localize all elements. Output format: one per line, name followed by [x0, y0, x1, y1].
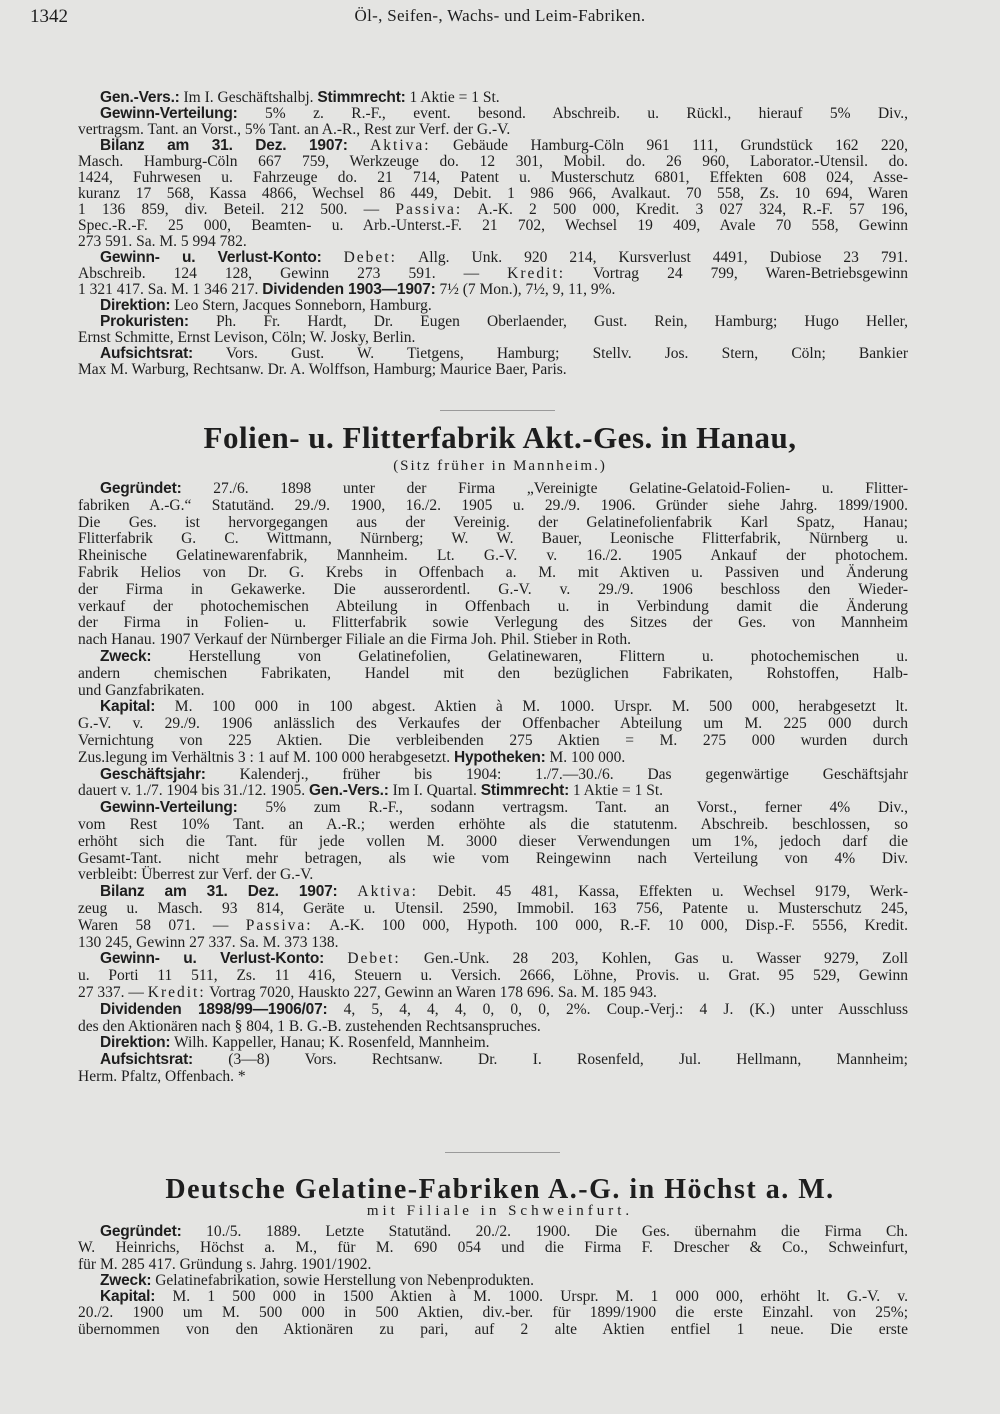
text-line	[78, 918, 908, 935]
text: Wilh. Kappeller, Hanau; K. Rosenfeld, Mannheim.	[170, 1034, 490, 1052]
text-line	[78, 122, 908, 138]
text: 1 Aktie = 1 St.	[405, 89, 500, 106]
page-number: 1342	[30, 6, 68, 27]
text: 1 Aktie = 1 St.	[569, 782, 664, 800]
text: Fabrik Helios von Dr. G. Krebs in Offenbach a. M. mit Aktiven u. Passiven und Änderung	[78, 563, 908, 581]
paragraph	[78, 649, 908, 699]
field-label: Aufsichtsrat:	[100, 1051, 193, 1069]
text: erhöht sich die Tant. für jede vollen M. 3000 dieser Verwendungen um 1%, jedoch darf die	[78, 832, 908, 850]
section-divider	[440, 410, 555, 411]
text-line	[78, 314, 908, 330]
text-line	[78, 817, 908, 834]
text-line	[78, 582, 908, 599]
field-label: Direktion:	[100, 1034, 171, 1052]
text-line	[78, 985, 908, 1002]
paragraph	[78, 1224, 908, 1273]
field-label: Gegründet:	[100, 1223, 182, 1240]
text: Herstellung von Gelatinefolien, Gelatinewaren, Flittern u. photochemischen u.	[151, 647, 908, 665]
text: Debit. 45 481, Kassa, Effekten u. Wechsel 9179, Werk-	[417, 883, 908, 901]
section-folien-flitterfabrik	[78, 481, 908, 1086]
text: vom Rest 10% Tant. an A.-R.; werden erhöhte als die statutenm. Abschreib. beschlossen, so	[78, 815, 908, 833]
field-label: Stimmrecht:	[317, 89, 406, 106]
text-line	[78, 565, 908, 582]
text: W. Heinrichs, Höchst a. M., für M. 690 054 und die Firma F. Drescher & Co., Schweinfurt,	[78, 1239, 908, 1257]
text: 4, 5, 4, 4, 4, 0, 0, 0, 2%. Coup.-Verj.: 4 J. (K.) unter Ausschluss	[327, 1000, 908, 1018]
text-line	[78, 733, 908, 750]
text: verkauf der photochemischen Abteilung in Offenbach u. in Verbindung damit die Änderung	[78, 597, 908, 615]
text-line	[78, 250, 908, 266]
text: fabriken A.-G.“ Statutänd. 29./9. 1900, 16./2. 1905 u. 29./9. 1906. Gründer siehe Jahrg. 1899/1900.	[78, 496, 908, 514]
text-line	[78, 783, 908, 800]
text: Ph. Fr. Hardt, Dr. Eugen Oberlaender, Gust. Rein, Hamburg; Hugo Heller,	[188, 313, 908, 330]
text-line	[78, 884, 908, 901]
text: Allg. Unk. 920 214, Kursverlust 4491, Dubiose 23 791.	[396, 249, 908, 266]
paragraph	[78, 884, 908, 951]
spaced-label: Aktiva:	[370, 137, 431, 154]
text-line	[78, 834, 908, 851]
text: u. Porti 11 511, Zs. 11 416, Steuern u. Versich. 2666, Löhne, Provis. u. Grat. 95 529, Gewinn	[78, 967, 908, 985]
field-label: Aufsichtsrat:	[100, 345, 193, 362]
text: Herm. Pfaltz, Offenbach. *	[78, 1067, 246, 1085]
spaced-label: Passiva:	[395, 201, 463, 218]
text-line	[78, 481, 908, 498]
text-line	[78, 767, 908, 784]
text: Gebäude Hamburg-Cöln 961 111, Grundstück 162 220,	[430, 137, 908, 154]
text: A.-K. 100 000, Hypoth. 100 000, R.-F. 10 000, Disp.-F. 5556, Kredit.	[312, 916, 908, 934]
field-label: Gen.-Vers.:	[309, 782, 389, 800]
text-line	[78, 330, 908, 346]
text-line	[78, 1240, 908, 1256]
text-line	[78, 298, 908, 314]
field-label: Geschäftsjahr:	[100, 765, 206, 783]
field-label: Gen.-Vers.:	[100, 89, 180, 106]
text: 5% z. R.-F., event. besond. Abschreib. u. Rückl., hierauf 5% Div.,	[237, 105, 908, 122]
text-line	[78, 346, 908, 362]
spaced-label: Passiva:	[245, 916, 313, 934]
text-line	[78, 867, 908, 884]
field-label: Gewinn-Verteilung:	[100, 799, 238, 817]
text-line	[78, 90, 908, 106]
text: Im I. Quartal.	[388, 782, 481, 800]
text: nach Hanau. 1907 Verkauf der Nürnberger Filiale an die Firma Joh. Phil. Stieber in Roth.	[78, 631, 632, 649]
text: 130 245, Gewinn 27 337. Sa. M. 373 138.	[78, 933, 339, 951]
text: Im I. Geschäftshalbj.	[179, 89, 318, 106]
text-line	[78, 951, 908, 968]
field-label: Bilanz am 31. Dez. 1907:	[100, 883, 338, 901]
text: der Firma in Gekawerke. Die ausserordentl. G.-V. v. 29./9. 1906 beschloss den Wieder-	[78, 580, 908, 598]
text-line	[78, 599, 908, 616]
text: G.-V. v. 29./9. 1906 anlässlich des Verkaufes der Offenbacher Abteilung um M. 225 000 durch	[78, 715, 908, 733]
field-label: Kapital:	[100, 698, 156, 716]
paragraph	[78, 250, 908, 298]
text-line	[78, 362, 908, 378]
text	[348, 137, 370, 154]
paragraph	[78, 138, 908, 250]
paragraph	[78, 346, 908, 378]
text-line	[78, 138, 908, 154]
paragraph	[78, 699, 908, 766]
field-label: Kapital:	[100, 1288, 156, 1306]
text-line	[78, 1035, 908, 1052]
paragraph	[78, 800, 908, 884]
text-line	[78, 968, 908, 985]
text: Vernichtung von 225 Aktien. Die verbleibenden 275 Aktien = M. 275 000 wurden durch	[78, 731, 908, 749]
section-divider	[445, 1152, 560, 1153]
paragraph	[78, 1273, 908, 1289]
paragraph	[78, 1002, 908, 1036]
text: verbleibt: Überrest zur Verf. der G.-V.	[78, 866, 314, 884]
company-subtitle: (Sitz früher in Mannheim.)	[393, 458, 607, 474]
text: Max M. Warburg, Rechtsanw. Dr. A. Wolffson, Hamburg; Maurice Baer, Paris.	[78, 361, 567, 378]
text-line	[78, 218, 908, 234]
text-line	[78, 1273, 908, 1289]
text: Die Ges. ist hervorgegangen aus der Vereinig. der Gelatinefolienfabrik Karl Spatz, Hanau;	[78, 513, 908, 531]
text-line	[78, 1257, 908, 1273]
text-line	[78, 683, 908, 700]
paragraph	[78, 90, 908, 106]
section-oel-fabrik-continued	[78, 90, 908, 378]
text-line	[78, 1002, 908, 1019]
spaced-label: Aktiva:	[357, 883, 418, 901]
field-label: Gegründet:	[100, 480, 182, 497]
spaced-label: Kredit:	[507, 265, 566, 282]
paragraph	[78, 767, 908, 801]
text: 27./6. 1898 unter der Firma „Vereinigte Gelatine-Gelatoid-Folien- u. Flitter-	[181, 480, 908, 497]
field-label: Dividenden 1903—1907:	[262, 281, 436, 298]
text: Vors. Gust. W. Tietgens, Hamburg; Stellv. Jos. Stern, Cöln; Bankier	[193, 345, 908, 362]
text: zeug u. Masch. 93 814, Geräte u. Utensil. 2590, Immobil. 163 756, Patente u. Musterschutz 245,	[78, 899, 908, 917]
field-label: Direktion:	[100, 297, 171, 314]
field-label: Gewinn-Verteilung:	[100, 105, 238, 122]
text-line	[78, 515, 908, 532]
paragraph	[78, 1289, 908, 1338]
text-line	[78, 234, 908, 250]
text: für M. 285 417. Gründung s. Jahrg. 1901/1902.	[78, 1255, 372, 1273]
paragraph	[78, 106, 908, 138]
text: 10./5. 1889. Letzte Statutänd. 20./2. 1900. Die Ges. übernahm die Firma Ch.	[181, 1223, 908, 1240]
text-line	[78, 632, 908, 649]
text: 273 591. Sa. M. 5 994 782.	[78, 233, 247, 250]
text: kuranz 17 568, Kassa 4866, Wechsel 86 449, Debit. 1 986 966, Avalkaut. 70 558, Zs. 10 694, Waren	[78, 185, 908, 202]
text: 1 136 859, div. Beteil. 212 500. —	[78, 201, 396, 218]
paragraph	[78, 1052, 908, 1086]
text: andern chemischen Fabrikaten, Handel mit den bezüglichen Fabrikaten, Rohstoffen, Halb-	[78, 664, 908, 682]
text-line	[78, 699, 908, 716]
text: Gesamt-Tant. nicht mehr betragen, als wie vom Reingewinn nach Verteilung von 4% Div.	[78, 849, 908, 867]
text: 27 337. —	[78, 983, 148, 1001]
text: 1 321 417. Sa. M. 1 346 217.	[78, 281, 263, 298]
text: des den Aktionären nach § 804, 1 B. G.-B. zustehenden Rechtsanspruches.	[78, 1017, 541, 1035]
text-line	[78, 716, 908, 733]
text-line	[78, 154, 908, 170]
text-line	[78, 935, 908, 952]
text-line	[78, 531, 908, 548]
text: 20./2. 1900 um M. 500 000 in 500 Aktien, div.-ber. für 1899/1900 die erste Einzahl. von 25%;	[78, 1304, 908, 1322]
field-label: Stimmrecht:	[480, 782, 570, 800]
text: 1424, Fuhrwesen u. Fahrzeuge do. 21 714, Patent u. Musterschutz 6801, Effekten 608 024, Asse-	[78, 169, 908, 186]
text: Leo Stern, Jacques Sonneborn, Hamburg.	[170, 297, 432, 314]
field-label: Hypotheken:	[453, 748, 546, 766]
text: übernommen von den Aktionären zu pari, auf 2 alte Aktien entfiel 1 neue. Die erste	[78, 1320, 908, 1338]
text: vertragsm. Tant. an Vorst., 5% Tant. an A.-R., Rest zur Verf. der G.-V.	[78, 121, 511, 138]
text: Vortrag 24 799, Waren-Betriebsgewinn	[565, 265, 909, 282]
text: Abschreib. 124 128, Gewinn 273 591. —	[78, 265, 508, 282]
field-label: Gewinn- u. Verlust-Konto:	[100, 249, 322, 266]
field-label: Prokuristen:	[100, 313, 189, 330]
paragraph	[78, 1035, 908, 1052]
text-line	[78, 498, 908, 515]
text: M. 100 000.	[545, 748, 626, 766]
text-line	[78, 106, 908, 122]
text-line	[78, 750, 908, 767]
text: der Firma in Folien- u. Flitterfabrik sowie Verlegung des Sitzes der Ges. von Mannheim	[78, 614, 908, 632]
text: Rheinische Gelatinewarenfabrik, Mannheim. Lt. G.-V. v. 16./2. 1905 Ankauf der photochem.	[78, 547, 908, 565]
text-line	[78, 851, 908, 868]
text	[324, 950, 347, 967]
text: Gen.-Unk. 28 203, Kohlen, Gas u. Wasser 9279, Zoll	[400, 950, 909, 968]
text-line	[78, 615, 908, 632]
text-line	[78, 266, 908, 282]
company-subtitle: mit Filiale in Schweinfurt.	[366, 1203, 634, 1219]
field-label: Gewinn- u. Verlust-Konto:	[100, 950, 325, 968]
text-line	[78, 1224, 908, 1240]
text-line	[78, 202, 908, 218]
text: Ernst Schmitte, Ernst Levison, Cöln; W. Josky, Berlin.	[78, 329, 416, 346]
paragraph	[78, 481, 908, 649]
running-title: Öl-, Seifen-, Wachs- und Leim-Fabriken.	[354, 6, 646, 25]
company-title-folien-flitterfabrik: Folien- u. Flitterfabrik Akt.-Ges. in Hanau,	[203, 420, 797, 455]
text: Zus.legung im Verhältnis 3 : 1 auf M. 100 000 herabgesetzt.	[78, 748, 454, 766]
text: Masch. Hamburg-Cöln 667 759, Werkzeuge do. 12 301, Mobil. do. 26 960, Laborator.-Utensil. do.	[78, 153, 908, 170]
text-line	[78, 666, 908, 683]
text: Waren 58 071. —	[78, 916, 246, 934]
field-label: Zweck:	[100, 647, 152, 665]
text-line	[78, 170, 908, 186]
section-deutsche-gelatine	[78, 1224, 908, 1338]
paragraph	[78, 298, 908, 314]
text-line	[78, 1322, 908, 1338]
spaced-label: Kredit:	[147, 983, 206, 1001]
text: dauert v. 1./7. 1904 bis 31./12. 1905.	[78, 782, 310, 800]
text: Vortrag 7020, Hauskto 227, Gewinn an Waren 178 696. Sa. M. 185 943.	[205, 983, 657, 1001]
text: 5% zum R.-F., sodann vertragsm. Tant. an Vorst., ferner 4% Div.,	[237, 799, 908, 817]
text: und Ganzfabrikaten.	[78, 681, 205, 699]
text: M. 1 500 000 in 1500 Aktien à M. 1000. Urspr. M. 1 000 000, erhöht lt. G.-V. v.	[155, 1288, 908, 1306]
text-line	[78, 1019, 908, 1036]
text-line	[78, 1289, 908, 1305]
paragraph	[78, 951, 908, 1001]
text	[322, 249, 344, 266]
company-title-deutsche-gelatine: Deutsche Gelatine-Fabriken A.-G. in Höchst a. M.	[165, 1174, 835, 1205]
text: Gelatinefabrikation, sowie Herstellung von Nebenprodukten.	[151, 1271, 535, 1289]
text-line	[78, 649, 908, 666]
field-label: Bilanz am 31. Dez. 1907:	[100, 137, 348, 154]
text-line	[78, 548, 908, 565]
text-line	[78, 800, 908, 817]
text	[338, 883, 358, 900]
text: 7½ (7 Mon.), 7½, 9, 11, 9%.	[435, 281, 616, 298]
text: Flitterfabrik G. C. Wittmann, Nürnberg; W. W. Bauer, Leonische Flitterfabrik, Nürnberg u.	[78, 530, 908, 548]
text-line	[78, 901, 908, 918]
text: Spec.-R.-F. 25 000, Beamten- u. Arb.-Unterst.-F. 21 702, Wechsel 19 409, Avale 70 558, Gewinn	[78, 217, 908, 234]
spaced-label: Debet:	[343, 249, 397, 266]
field-label: Dividenden 1898/99—1906/07:	[100, 1000, 328, 1018]
text-line	[78, 282, 908, 298]
field-label: Zweck:	[100, 1271, 152, 1289]
text-line	[78, 186, 908, 202]
text: (3—8) Vors. Rechtsanw. Dr. I. Rosenfeld, Jul. Hellmann, Mannheim;	[193, 1051, 908, 1069]
text-line	[78, 1305, 908, 1321]
text: Kalenderj., früher bis 1904: 1./7.—30./6. Das gegenwärtige Geschäftsjahr	[205, 765, 908, 783]
paragraph	[78, 314, 908, 346]
text-line	[78, 1052, 908, 1069]
text: M. 100 000 in 100 abgest. Aktien à M. 1000. Urspr. M. 500 000, herabgesetzt lt.	[155, 698, 908, 716]
text: A.-K. 2 500 000, Kredit. 3 027 324, R.-F. 57 196,	[462, 201, 909, 218]
text-line	[78, 1069, 908, 1086]
spaced-label: Debet:	[347, 950, 401, 968]
